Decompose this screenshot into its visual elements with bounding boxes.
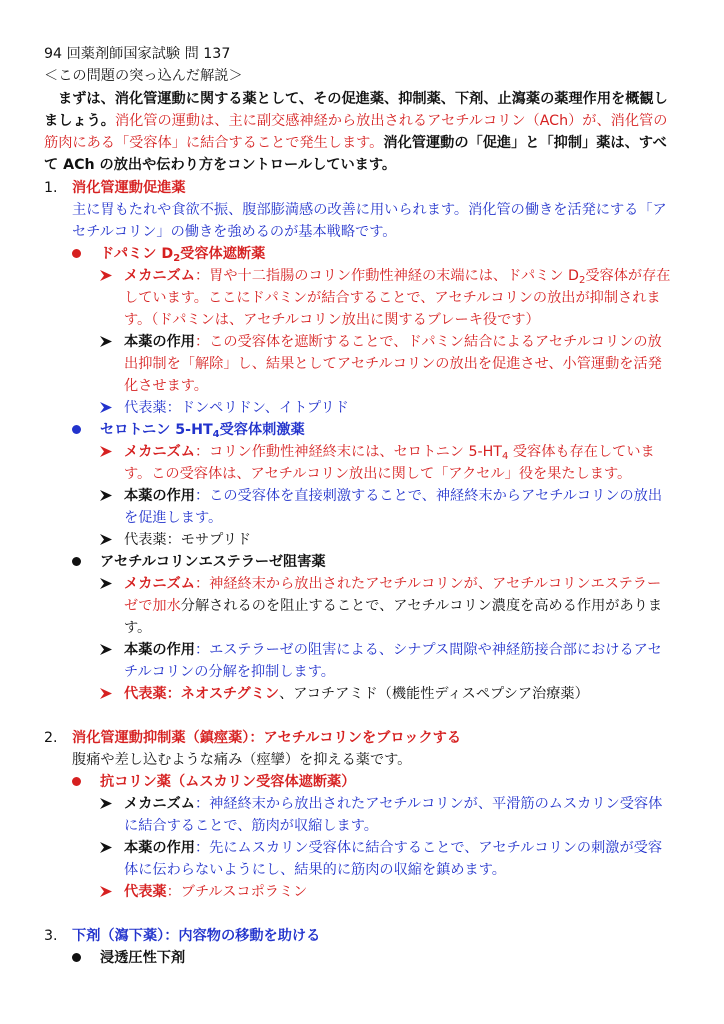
ache-mechanism-2 [124,596,662,616]
serotonin-title-text-2: 受容体刺激薬 [219,422,305,438]
section-3-title: 下剤（瀉下薬）：内容物の移動を助ける [72,928,321,944]
dopamine-mechanism-3: す。（ドパミンは、アセチルコリン放出に関するブレーキ役です） [124,312,540,328]
intro-line-3 [44,133,667,153]
exam-title: 94 回薬剤師国家試験 問 137 [44,46,231,62]
item-osmotic-laxative-title: 浸透圧性下剤 [100,950,186,966]
anticholinergic-rep-label: 代表薬 [124,884,167,900]
action-label: 本薬の作用 [124,488,195,504]
arrow-bullet-icon [100,486,114,506]
serotonin-subscript: 4 [212,429,220,440]
dopamine-mech-subscript: 2 [578,275,586,286]
dopamine-action-3: 化させます。 [124,378,208,394]
anticholinergic-mechanism-2: に結合することで、筋肉が収縮します。 [124,818,378,834]
item-ache-inhibitor-title: アセチルコリンエステラーゼ阻害薬 [100,554,326,570]
arrow-bullet-icon [100,794,114,814]
serotonin-mech-text-2: 受容体も存在していま [508,444,655,460]
ache-action-2: チルコリンの分解を抑制します。 [124,664,335,680]
ache-representative [124,684,589,704]
ache-mech-text-black: 分解されるのを阻止することで、アセチルコリン濃度を高める作用がありま [180,598,663,614]
mechanism-label: メカニズム [124,576,195,592]
action-label: 本薬の作用 [124,840,195,856]
ache-mechanism-3: す。 [124,620,152,636]
serotonin-mechanism-1 [124,442,655,462]
action-label: 本薬の作用 [124,334,195,350]
serotonin-action-1 [124,486,662,506]
dopamine-title-text-2: 受容体遮断薬 [180,246,266,262]
ache-mech-text: ：神経終末から放出されたアセチルコリンが、アセチルコリンエステラー [194,576,662,592]
intro-line-3-bold: 消化管運動の「促進」と「抑制」薬は、すべ [383,135,667,151]
dopamine-mech-text: ：胃や十二指腸のコリン作動性神経の末端には、ドパミン D [194,268,579,284]
dopamine-action-1 [124,332,662,352]
intro-line-2 [44,111,667,131]
dopamine-subscript: 2 [173,253,181,264]
item-serotonin-title [100,420,305,440]
dopamine-title-text: ドパミン D [100,246,174,262]
serotonin-action-text: ：この受容体を直接刺激することで、神経終末からアセチルコリンの放出 [194,488,663,504]
anticholinergic-mech-text: ：神経終末から放出されたアセチルコリンが、平滑筋のムスカリン受容体 [194,796,663,812]
section-1-desc-1: 主に胃もたれや食欲不振、腹部膨満感の改善に用いられます。消化管の働きを活発にする「ア [72,202,667,218]
arrow-bullet-icon [100,266,114,286]
anticholinergic-action-text: ：先にムスカリン受容体に結合することで、アセチルコリンの刺激が受容 [194,840,663,856]
serotonin-mechanism-2: す。この受容体は、アセチルコリン放出に関して「アクセル」役を果たします。 [124,466,632,482]
explanation-heading: ＜この問題の突っ込んだ解説＞ [44,68,243,84]
arrow-bullet-icon [100,332,114,352]
serotonin-mech-text: ：コリン作動性神経終末には、セロトニン 5-HT [194,444,502,460]
ache-rep-rest: 、アコチアミド（機能性ディスペプシア治療薬） [279,686,589,702]
section-2-number: 2. [44,730,58,746]
item-dopamine-title [100,244,265,264]
anticholinergic-mechanism-1 [124,794,662,814]
dopamine-mechanism-1 [124,266,671,286]
dopamine-action-2: 出抑制を「解除」し、結果としてアセチルコリンの放出を促進させ、小管運動を活発 [124,356,662,372]
anticholinergic-rep-rest: ：ブチルスコポラミン [166,884,308,900]
arrow-bullet-icon [100,640,114,660]
section-2-title: 消化管運動抑制薬（鎮痙薬）：アセチルコリンをブロックする [72,730,462,746]
section-2-desc: 腹痛や差し込むような痛み（痙攣）を抑える薬です。 [72,752,412,768]
mechanism-label: メカニズム [124,444,195,460]
anticholinergic-action-1 [124,838,662,858]
anticholinergic-representative [124,882,307,902]
bullet-dot-icon [72,552,82,572]
ache-rep-label: 代表薬：ネオスチグミン [124,686,280,702]
arrow-bullet-icon [100,530,114,550]
bullet-dot-icon [72,244,82,264]
serotonin-mech-subscript: 4 [501,451,509,462]
arrow-bullet-icon [100,882,114,902]
section-3-number: 3. [44,928,58,944]
dopamine-mech-text-2: 受容体が存在 [585,268,671,284]
dopamine-mechanism-2: しています。ここにドパミンが結合することで、アセチルコリンの放出が抑制されま [124,290,661,306]
intro-line-2-red: 消化管の運動は、主に副交感神経から放出されるアセチルコリン（ACh）が、消化管の [114,113,668,129]
bullet-dot-icon [72,420,82,440]
arrow-bullet-icon [100,684,114,704]
item-anticholinergic-title: 抗コリン薬（ムスカリン受容体遮断薬） [100,774,356,790]
ache-action-text: ：エステラーゼの阻害による、シナプス間隙や神経筋接合部におけるアセ [194,642,662,658]
ache-mech-text-red: ゼで加水 [124,598,181,614]
serotonin-action-2: を促進します。 [124,510,223,526]
mechanism-label: メカニズム [124,796,195,812]
dopamine-action-text: ：この受容体を遮断することで、ドパミン結合によるアセチルコリンの放 [194,334,662,350]
section-1-desc-2: セチルコリン」の働きを強めるのが基本戦略です。 [72,224,397,240]
intro-line-3-red: 筋肉にある「受容体」に結合することで発生します。 [44,135,384,151]
anticholinergic-action-2: 体に伝わらないようにし、結果的に筋肉の収縮を鎮めます。 [124,862,506,878]
intro-line-2-bold: ましょう。 [44,113,115,129]
arrow-bullet-icon [100,398,114,418]
arrow-bullet-icon [100,574,114,594]
section-1-title: 消化管運動促進薬 [72,180,186,196]
action-label: 本薬の作用 [124,642,195,658]
bullet-dot-icon [72,948,82,968]
ache-action-1 [124,640,662,660]
serotonin-title-text: セロトニン 5-HT [100,422,213,438]
section-1-number: 1. [44,180,58,196]
intro-line-4: て ACh の放出や伝わり方をコントロールしています。 [44,157,397,173]
intro-line-1: まずは、消化管運動に関する薬として、その促進薬、抑制薬、下剤、止瀉薬の薬理作用を概観し [58,91,668,107]
serotonin-representative: 代表薬：モサプリド [124,532,252,548]
arrow-bullet-icon [100,442,114,462]
mechanism-label: メカニズム [124,268,195,284]
ache-mechanism-1 [124,574,661,594]
bullet-dot-icon [72,772,82,792]
arrow-bullet-icon [100,838,114,858]
dopamine-representative: 代表薬：ドンペリドン、イトプリド [124,400,349,416]
